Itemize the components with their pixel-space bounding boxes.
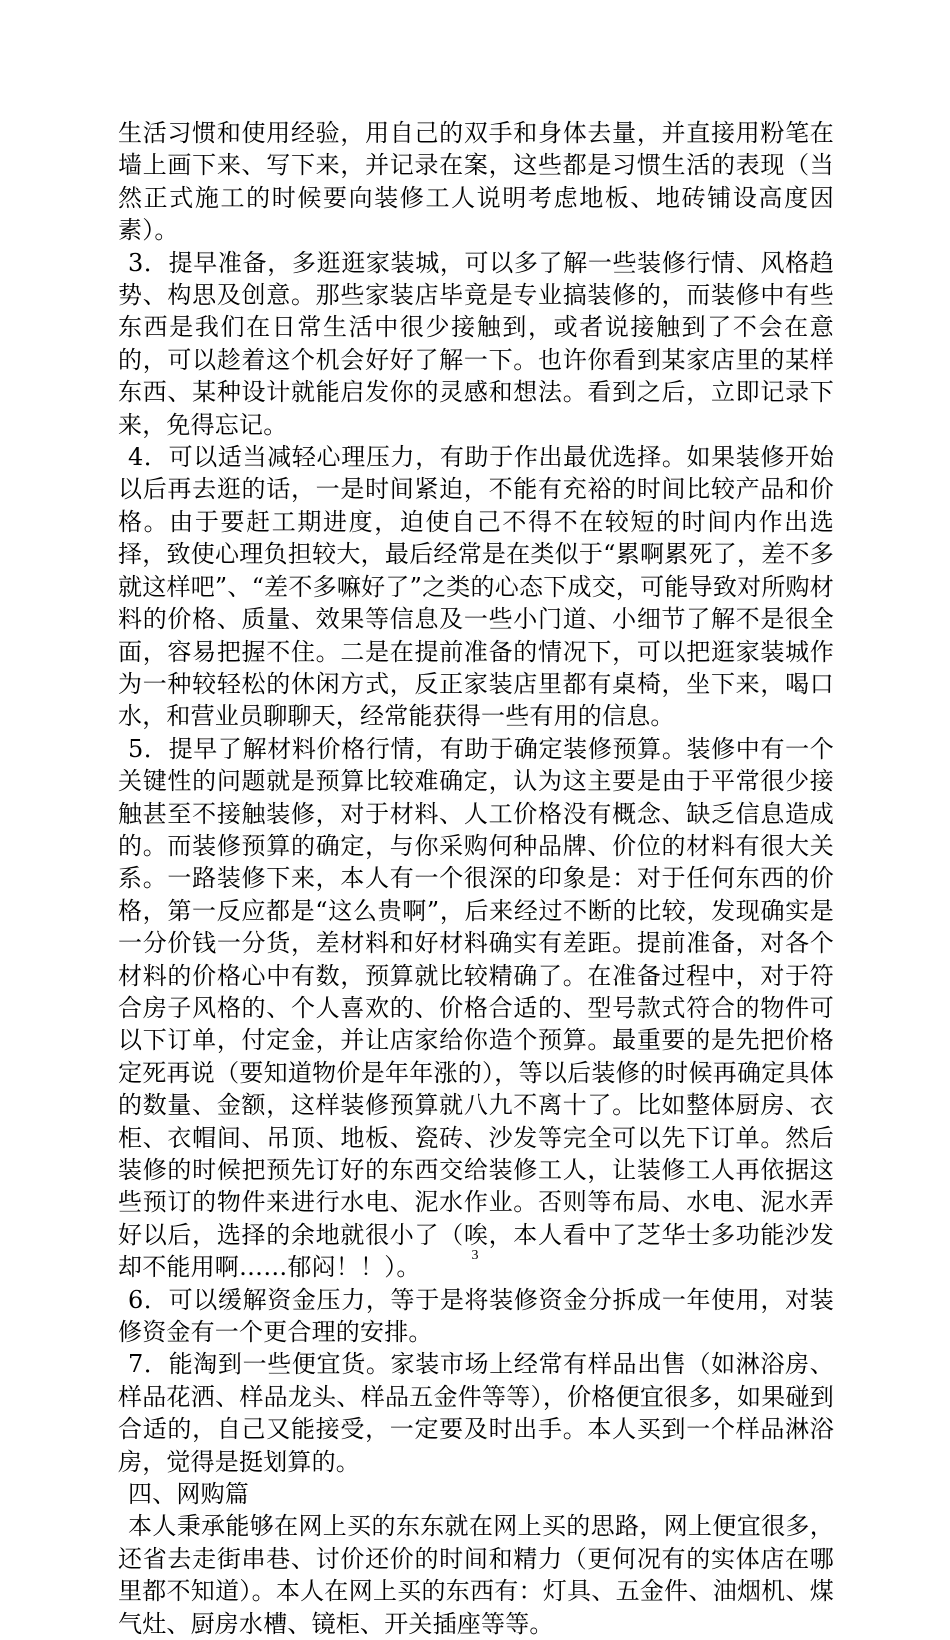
paragraph-online-shopping: 本人秉承能够在网上买的东东就在网上买的思路，网上便宜很多，还省去走街串巷、讨价还价的时间和精力（更何况有的实体店在哪里都不知道）。本人在网上买的东西有：灯具、五金件、油烟机、煤气灶、厨房水槽、镜柜、开关插座等等。: [118, 1512, 834, 1638]
paragraph-item-3: 3．提早准备，多逛逛家装城，可以多了解一些装修行情、风格趋势、构思及创意。那些家装店毕竟是专业搞装修的，而装修中有些东西是我们在日常生活中很少接触到，或者说接触到了不会在意的，可以趁着这个机会好好了解一下。也许你看到某家店里的某样东西、某种设计就能启发你的灵感和想法。看到之后，立即记录下来，免得忘记。: [118, 248, 834, 439]
section-heading-online-shopping: 四、网购篇: [128, 1480, 249, 1509]
paragraph-item-5: 5．提早了解材料价格行情，有助于确定装修预算。装修中有一个关键性的问题就是预算比较难确定，认为这主要是由于平常很少接触甚至不接触装修，对于材料、人工价格没有概念、缺乏信息造成的。而装修预算的确定，与你采购何种品牌、价位的材料有很大关系。一路装修下来，本人有一个很深的印象是：对于任何东西的价格，第一反应都是“这么贵啊”，后来经过不断的比较，发现确实是一分价钱一分货，差材料和好材料确实有差距。提前准备，对各个材料的价格心中有数，预算就比较精确了。在准备过程中，对于符合房子风格的、个人喜欢的、价格合适的、型号款式符合的物件可以下订单，付定金，并让店家给你造个预算。最重要的是先把价格定死再说（要知道物价是年年涨的），等以后装修的时候再确定具体的数量、金额，这样装修预算就八九不离十了。比如整体厨房、衣柜、衣帽间、吊顶、地板、瓷砖、沙发等完全可以先下订单。然后装修的时候把预先订好的东西交给装修工人，让装修工人再依据这些预订的物件来进行水电、泥水作业。否则等布局、水电、泥水弄好以后，选择的余地就很小了（唉，本人看中了芝华士多功能沙发却不能用啊……郁闷！！）。: [118, 734, 834, 1282]
paragraph-item-7: 7．能淘到一些便宜货。家装市场上经常有样品出售（如淋浴房、样品花洒、样品龙头、样品五金件等等），价格便宜很多，如果碰到合适的，自己又能接受，一定要及时出手。本人买到一个样品淋浴房，觉得是挺划算的。: [118, 1350, 834, 1476]
document-page: [118, 117, 834, 1640]
paragraph-item-6: 6．可以缓解资金压力，等于是将装修资金分拆成一年使用，对装修资金有一个更合理的安排。: [118, 1285, 834, 1347]
paragraph-continuation: 生活习惯和使用经验，用自己的双手和身体去量，并直接用粉笔在墙上画下来、写下来，并记录在案，这些都是习惯生活的表现（当然正式施工的时候要向装修工人说明考虑地板、地砖铺设高度因素）。: [118, 119, 834, 245]
page-number: 3: [471, 1248, 479, 1263]
paragraph-item-4: 4．可以适当减轻心理压力，有助于作出最优选择。如果装修开始以后再去逛的话，一是时间紧迫，不能有充裕的时间比较产品和价格。由于要赶工期进度，迫使自己不得不在较短的时间内作出选择，致使心理负担较大，最后经常是在类似于“累啊累死了，差不多就这样吧”、“差不多嘛好了”之类的心态下成交，可能导致对所购材料的价格、质量、效果等信息及一些小门道、小细节了解不是很全面，容易把握不住。二是在提前准备的情况下，可以把逛家装城作为一种较轻松的休闲方式，反正家装店里都有桌椅，坐下来，喝口水，和营业员聊聊天，经常能获得一些有用的信息。: [118, 443, 834, 731]
